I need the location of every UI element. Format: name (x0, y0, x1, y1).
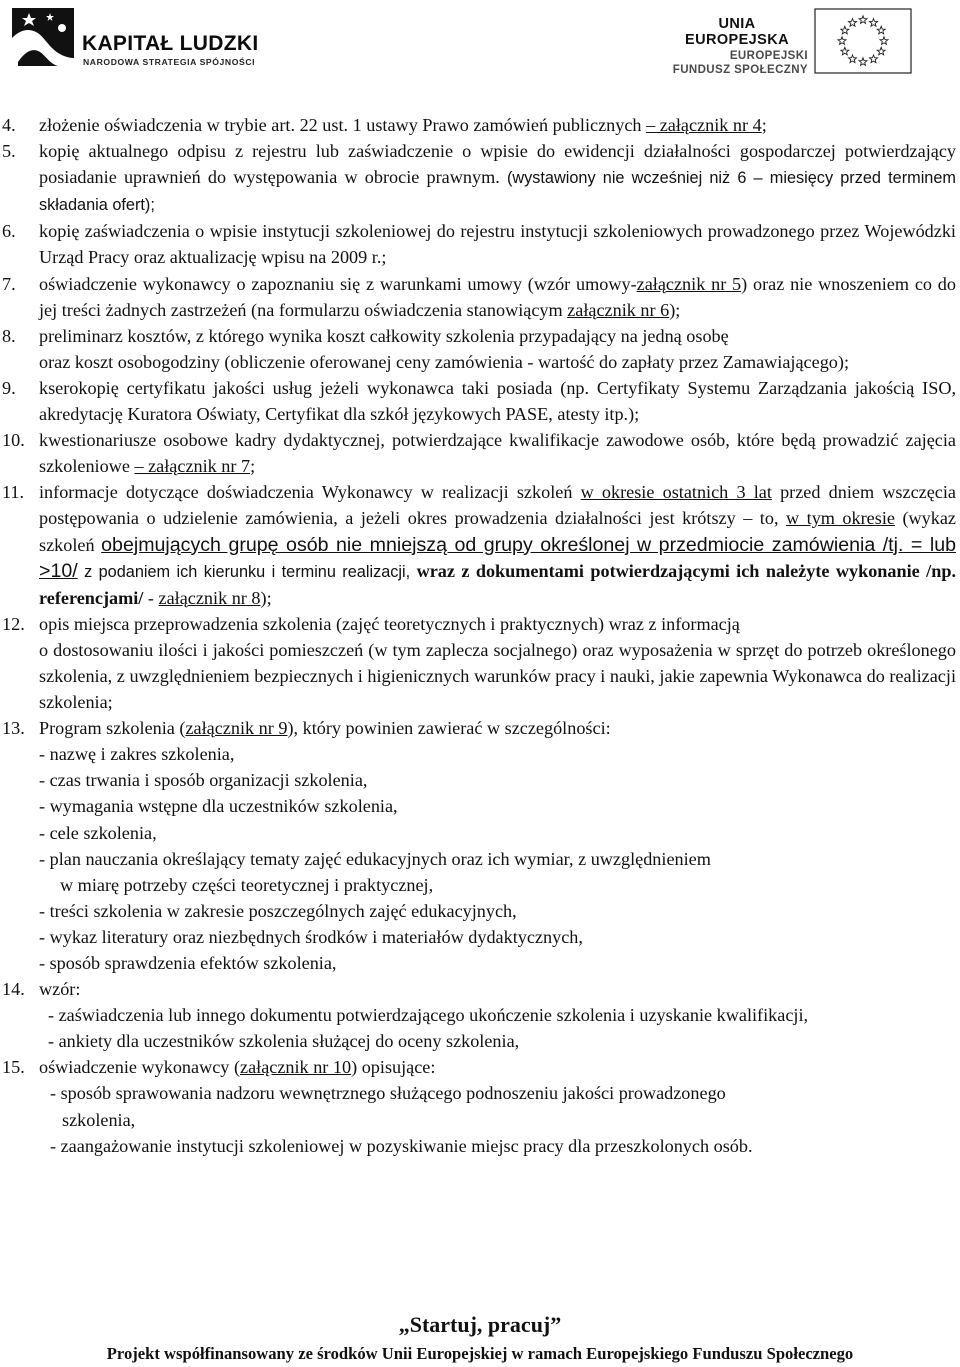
item-text: ) oraz nie wnoszeniem co do jej treści żadnych zastrzeżeń (na formularzu oświadczenia stanowiącym (39, 273, 956, 320)
item-number: 8. (2, 325, 16, 346)
item-text-end: ), który powinien zawierać w szczególności: (287, 718, 611, 739)
eu-star-icon (877, 47, 885, 55)
eu-star-icon (859, 16, 867, 24)
attachment-link: załącznik nr 6 (567, 299, 670, 320)
item-text-end: ); (669, 299, 681, 320)
item-number: 4. (2, 115, 16, 135)
eu-star-icon (838, 37, 846, 45)
item-text: preliminarz kosztów, z którego wynika koszt całkowity szkolenia przypadający na jedną osobę (39, 325, 729, 346)
item-text: przed dniem wszczęcia postępowania o udzielenie zamówienia, a jeżeli okres prowadzenia działalności jest krótszy – to, (39, 482, 956, 529)
eu-star-icon (870, 19, 878, 27)
item-text-end: ) opisujące: (351, 1057, 436, 1078)
item-text: z podaniem ich kierunku i terminu realizacji, (77, 562, 417, 581)
list-item-5 (0, 138, 960, 218)
sub-item: - wymagania wstępne dla uczestników szkolenia, (39, 796, 398, 817)
eu-logo-text (666, 16, 808, 76)
sub-item: - cele szkolenia, (39, 822, 157, 843)
eu-flag-stars-icon (814, 8, 912, 74)
project-motto: „Startuj, pracuj” (398, 1312, 562, 1337)
list-item-12 (0, 611, 960, 715)
eu-star-icon (841, 26, 849, 34)
item-text-end: ); (260, 587, 272, 608)
eu-logo-line3: FUNDUSZ SPOŁECZNY (672, 64, 808, 76)
period-underlined: w okresie ostatnich 3 lat (580, 482, 772, 503)
item-number: 5. (2, 141, 16, 162)
attachment-link: załącznik nr 8 (158, 587, 261, 608)
item-text: oświadczenie wykonawcy ( (39, 1057, 240, 1078)
list-item-7 (0, 271, 960, 323)
eu-star-icon (877, 26, 885, 34)
item-text: kserokopię certyfikatu jakości usług jeżeli wykonawca taki posiada (np. Certyfikaty Systemu Zarządzania jakością ISO, akredytację Kuratora Oświaty, Certyfikat dla szkół językowych PASE, atesty itp.); (39, 377, 956, 425)
item-text: kwestionariusze osobowe kadry dydaktycznej, potwierdzające kwalifikacje zawodowe osób, które będą prowadzić zajęcia szkoleniowe (39, 430, 956, 477)
list-item-6 (0, 218, 960, 270)
kapital-ludzki-logo (12, 8, 259, 70)
list-item-10 (0, 427, 960, 479)
kapital-ludzki-name: KAPITAŁ LUDZKI (82, 32, 259, 55)
attachment-link: – załącznik nr 7 (134, 456, 251, 477)
sub-item: - wykaz literatury oraz niezbędnych środków i materiałów dydaktycznych, (39, 926, 583, 947)
item-text-end: ; (761, 115, 767, 135)
kapital-ludzki-subtitle: NARODOWA STRATEGIA SPÓJNOŚCI (83, 57, 256, 67)
attachment-link: załącznik nr 9 (185, 718, 288, 739)
list-item-14 (0, 976, 960, 1002)
item-number: 6. (2, 221, 16, 242)
item-text-end: ; (250, 456, 256, 477)
eu-star-icon (849, 19, 857, 27)
item-text: kopię aktualnego odpisu z rejestru lub zaświadczenie o wpisie do ewidencji działalności gospodarczej potwierdzający posiadanie uprawnień do występowania w obrocie prawnym. (39, 141, 956, 188)
item-number: 10. (2, 430, 25, 451)
eu-star-icon (859, 58, 867, 66)
list-item-13 (0, 715, 960, 741)
item-text: złożenie oświadczenia w trybie art. 22 ust. 1 ustawy Prawo zamówień publicznych (39, 115, 647, 135)
item-number: 13. (2, 718, 25, 739)
item-number: 11. (2, 482, 25, 503)
item-text: wzór: (39, 979, 81, 1000)
eu-star-icon (841, 47, 849, 55)
funding-statement: Projekt współfinansowany ze środków Unii Europejskiej w ramach Europejskiego Funduszu Społecznego (106, 1344, 854, 1363)
sub-item: - nazwę i zakres szkolenia, (39, 744, 235, 765)
sub-item: - sposób sprawowania nadzoru wewnętrznego służącego podnoszeniu jakości prowadzonego (50, 1083, 726, 1104)
eu-star-icon (870, 55, 878, 63)
item-number: 9. (2, 377, 16, 398)
list-item-15 (0, 1054, 960, 1080)
sub-item: - treści szkolenia w zakresie poszczególnych zajęć edukacyjnych, (39, 900, 517, 921)
item-number: 15. (2, 1057, 25, 1078)
item-text: Program szkolenia ( (39, 718, 186, 739)
list-item-8 (0, 323, 960, 375)
sub-item: - plan nauczania określający tematy zajęć edukacyjnych oraz ich wymiar, z uwzględnieniem (39, 848, 711, 869)
item-number: 7. (2, 273, 16, 294)
item-text: opis miejsca przeprowadzenia szkolenia (zajęć teoretycznych i praktycznych) wraz z informacją (39, 613, 740, 634)
sub-item: - zaangażowanie instytucji szkoleniowej w pozyskiwanie miejsc pracy dla przeszkolonych osób. (50, 1135, 753, 1156)
kapital-ludzki-emblem-icon (12, 8, 74, 70)
item-text: oraz koszt osobogodziny (obliczenie oferowanej ceny zamówienia - wartość do zapłaty przez Zamawiającego); (39, 351, 849, 372)
page-footer (0, 1312, 960, 1366)
period-underlined: w tym okresie (786, 508, 895, 529)
attachment-link: załącznik nr 10 (240, 1057, 352, 1078)
attachment-link: załącznik nr 5 (636, 273, 742, 294)
sub-item: - ankiety dla uczestników szkolenia służącej do oceny szkolenia, (48, 1031, 520, 1052)
item-text: o dostosowaniu ilości i jakości pomieszczeń (w tym zaplecza socjalnego) oraz wyposażenia w sprzęt do potrzeb określonego szkolenia, z uwzględnieniem bezpiecznych i higienicznych warunków pracy i nauki, jakie zapewnia Wykonawca do realizacji szkolenia; (39, 639, 956, 713)
list-item-4 (0, 112, 960, 138)
sub-item-continuation: szkolenia, (62, 1109, 136, 1130)
document-body (0, 112, 960, 1159)
references-requirement: wraz z dokumentami potwierdzającymi ich należyte wykonanie /np. referencjami/ (39, 560, 956, 608)
item-text: (wykaz szkoleń (39, 508, 956, 555)
eu-logo-line2: EUROPEJSKI (729, 50, 808, 62)
item-text: kopię zaświadczenia o wpisie instytucji szkoleniowej do rejestru instytucji szkoleniowych prowadzonego przez Wojewódzki Urząd Pracy oraz aktualizację wpisu na 2009 r.; (39, 221, 956, 268)
sub-item: - sposób sprawdzenia efektów szkolenia, (39, 953, 337, 973)
list-item-9 (0, 375, 960, 427)
item-text: informacje dotyczące doświadczenia Wykonawcy w realizacji szkoleń (39, 482, 581, 503)
validity-note: (wystawiony nie wcześniej niż 6 – miesięcy przed terminem składania ofert); (39, 169, 956, 215)
list-item-11 (0, 479, 960, 610)
sub-item-continuation: w miarę potrzeby części teoretycznej i praktycznej, (60, 874, 434, 895)
sub-item: - zaświadczenia lub innego dokumentu potwierdzającego ukończenie szkolenia i uzyskanie kwalifikacji, (48, 1005, 809, 1026)
eu-logo (666, 8, 952, 74)
sub-item: - czas trwania i sposób organizacji szkolenia, (39, 770, 368, 791)
attachment-link: – załącznik nr 4 (646, 115, 762, 135)
eu-star-icon (849, 55, 857, 63)
group-size-requirement: obejmujących grupę osób nie mniejszą od grupy określonej w przedmiocie zamówienia /tj. = lub >10/ (39, 533, 956, 582)
item-number: 12. (2, 613, 25, 634)
item-text: oświadczenie wykonawcy o zapoznaniu się z warunkami umowy (wzór umowy- (39, 273, 637, 294)
eu-logo-line1: UNIA EUROPEJSKA (685, 16, 789, 48)
eu-star-icon (880, 37, 888, 45)
page-header (0, 0, 960, 82)
item-text: - (143, 587, 159, 608)
item-number: 14. (2, 979, 25, 1000)
